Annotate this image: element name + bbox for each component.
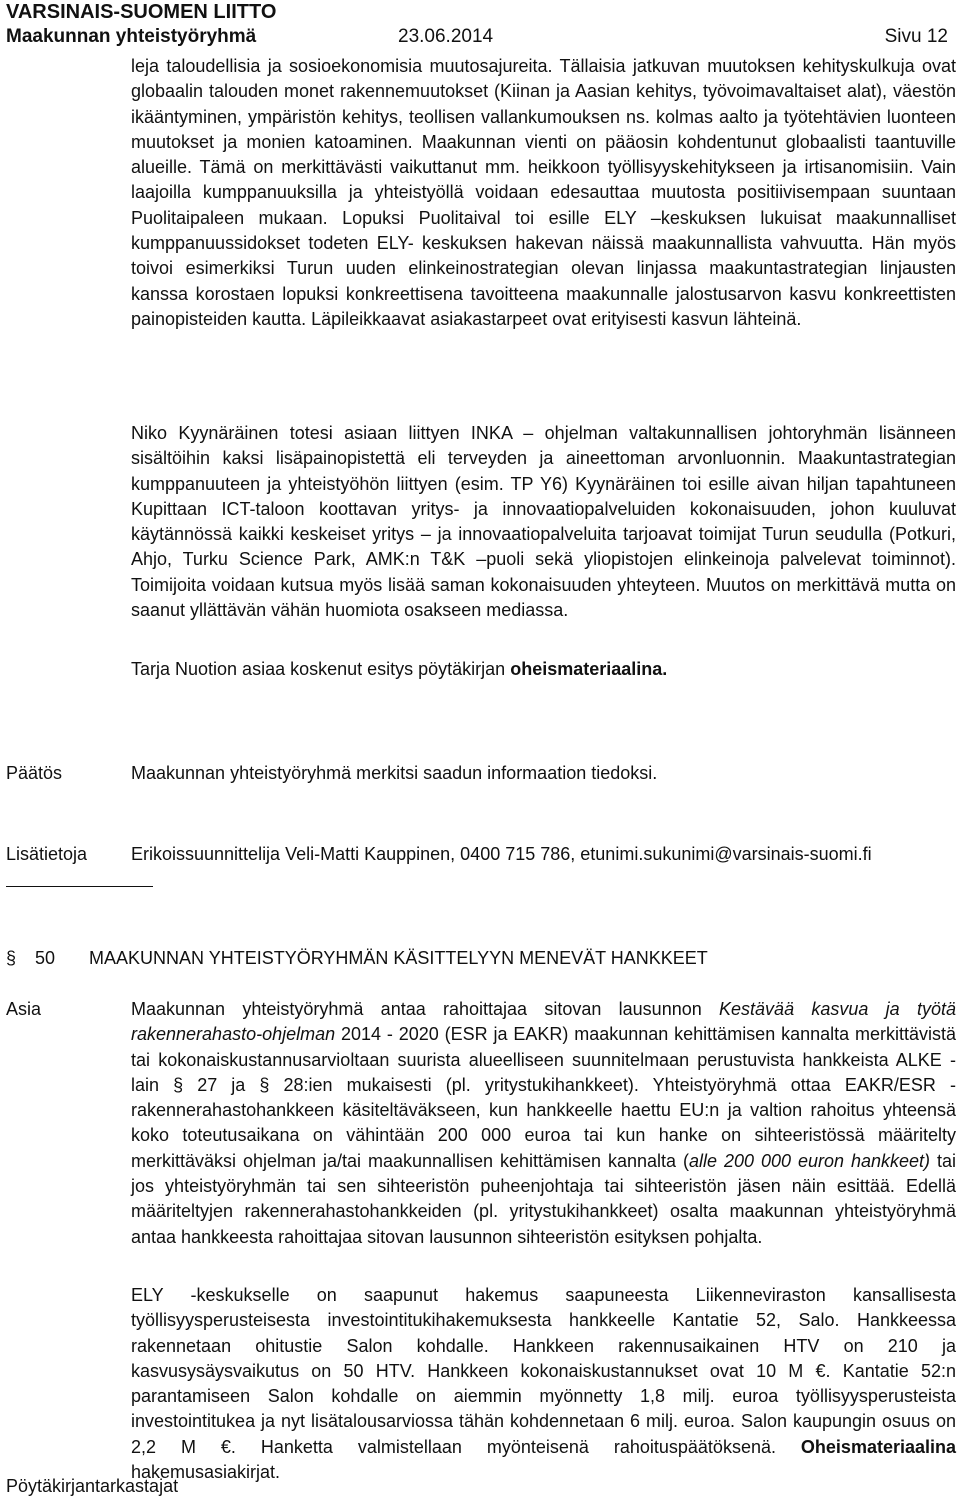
oheismateriaali-bold: oheismateriaalina. xyxy=(510,659,668,679)
section-number: 50 xyxy=(35,948,56,968)
asia-program-name: Kestävää kasvua ja työtä rakennerahasto-ohjelman xyxy=(131,999,956,1045)
asia-text-1: Maakunnan yhteistyöryhmä antaa rahoittajaa sitovan lausunnon xyxy=(131,999,720,1019)
document-date: 23.06.2014 xyxy=(398,26,494,47)
ely-paragraph xyxy=(131,1283,956,1485)
info-text: Erikoissuunnittelija Veli-Matti Kauppinen, 0400 715 786, etunimi.sukunimi@varsinais-suomi.fi xyxy=(131,844,872,864)
page-number: Sivu 12 xyxy=(884,26,948,47)
paragraph-muutosajurit: leja taloudellisia ja sosioekonomisia muutosajureita. Tällaisia jatkuvan muutoksen kehityskulkuja ovat globaalin talouden monet rakennemuutokset (Kiinan ja Aasian kehitys, työvoimavaltaiset alat), väestön ikääntyminen, ympäristön kehitys, teollisen vallankumouksen ns. kolmas aalto ja työtehtävien luonteen muutokset ja monien katoaminen. Maakunnan vienti on pääosin kohdentunut globaalisti taantuville alueille. Tämä on merkittävästi vaikuttanut mm. heikkoon työllisyyskehitykseen ja irtisanomisiin. Vain laajoilla kumppanuuksilla ja yhteistyöllä voidaan edesauttaa muutosta positiivisempaan suuntaan Puolitaipaleen mukaan. Lopuksi Puolitaival toi esille ELY –keskuksen lukuisat maakunnalliset kumppanuussidokset todeten ELY- keskuksen hakevan näissä maakunnallista vahvuutta. Hän myös toivoi esimerkiksi Turun uuden elinkeinostrategian olevan linjassa maakuntastrategian linjausten kanssa korostaen lopuksi konkreettisena tavoitteena maakunnalle jalostusarvon kasvu konkreettisten painopisteiden kautta. Läpileikkaavat asiakastarpeet ovat erityisesti kasvun lähteinä. xyxy=(131,56,956,329)
oheismateriaali-text: Tarja Nuotion asiaa koskenut esitys pöytäkirjan xyxy=(131,659,511,679)
paragraph-oheismateriaali xyxy=(131,657,956,682)
committee-name: Maakunnan yhteistyöryhmä xyxy=(6,26,257,47)
asia-text-2: 2014 - 2020 (ESR ja EAKR) maakunnan kehittämisen kannalta merkittävistä tai kokonaiskustannusarvioltaan suurista alueelliseen suunnitelmaan perustuvista hankkeista ALKE -lain § 27 ja § 28:ien mukaisesti (pl. yritystukihankkeet). Yhteistyöryhmä ottaa EAKR/ESR -rakennerahastohankkeen käsiteltäväkseen, kun hankkeelle haettu EU:n ja valtion rahoitus yhteensä koko toteutusaikana on vähintään 200 000 euroa tai kun hanke on sihteeristössä määritelty merkittäväksi ohjelman ja/tai maakunnallisen kehittämisen kannalta ( xyxy=(131,1024,956,1171)
asia-paragraph xyxy=(131,997,956,1250)
section-symbol: § xyxy=(6,948,17,968)
footer-label: Pöytäkirjantarkastajat xyxy=(6,1476,179,1496)
page-header xyxy=(6,0,956,50)
decision-text: Maakunnan yhteistyöryhmä merkitsi saadun informaation tiedoksi. xyxy=(131,763,658,783)
separator-line xyxy=(6,886,153,887)
organization-name: VARSINAIS-SUOMEN LIITTO xyxy=(6,1,277,23)
ely-text-2: hakemusasiakirjat. xyxy=(131,1462,281,1483)
header-row xyxy=(6,24,956,50)
decision-label: Päätös xyxy=(6,763,63,783)
section-title: MAAKUNNAN YHTEISTYÖRYHMÄN KÄSITTELYYN MENEVÄT HANKKEET xyxy=(89,948,708,968)
ely-text-1: ELY -keskukselle on saapunut hakemus saapuneesta Liikenneviraston kansallisesta työllisyysperusteisesta investointitukihakemuksesta hankkeelle Kantatie 52, Salo. Hankkeessa rakennetaan ohitustie Salon kohdalle. Hankkeen rakennusaikainen HTV on 210 ja kasvusysäysvaikutus on 50 HTV. Hankkeen kokonaiskustannukset ovat 10 M €. Kantatie 52:n parantamiseen Salon kohdalle on aiemmin myönnetty 1,8 milj. euroa työllisyysperusteista investointitukea ja nyt lisätalousarviossa tähän kohdennetaan 6 milj. euroa. Salon kaupungin osuus on 2,2 M €. Hanketta valmistellaan myönteisenä rahoituspäätöksenä. xyxy=(131,1285,956,1457)
asia-label: Asia xyxy=(6,999,42,1019)
info-label: Lisätietoja xyxy=(6,844,88,864)
asia-threshold-note: alle 200 000 euron hankkeet) xyxy=(689,1150,931,1171)
paragraph-kyynarainen: Niko Kyynäräinen totesi asiaan liittyen INKA – ohjelman valtakunnallisen johtoryhmän lisänneen sisältöihin kaksi lisäpainopistettä eli terveyden ja aineettoman arvonluonnin. Maakuntastrategian kumppanuuteen ja yhteistyöhön liittyen (esim. TP Y6) Kyynäräinen toi esille aivan hiljan tapahtuneen Kupittaan ICT-taloon koottavan yritys- ja innovaatiopalveluiden kokonaisuuden, johon kuuluvat käytännössä kaikki keskeiset yritys – ja innovaatiopalveluita tarjoavat toimijat Turun seudulla (Potkuri, Ahjo, Turku Science Park, AMK:n T&K –puoli sekä yliopistojen elinkeinoja palvelevat toiminnot). Toimijoita voidaan kutsua myös lisää saman kokonaisuuden yhteyteen. Muutos on merkittävä mutta on saanut yllättävän vähän huomiota osakseen mediassa. xyxy=(131,423,956,621)
ely-bold: Oheismateriaalina xyxy=(800,1436,956,1457)
asia-text-3: tai jos yhteistyöryhmän tai sen sihteeristön puheenjohtaja tai sihteeristön jäsen näin esittää. Edellä määriteltyjen rakennerahastohankkeiden (pl. yritystukihankkeet) osalta maakunnan yhteistyöryhmä antaa hankkeesta rahoittajaa sitovan lausunnon sihteeristön esityksen pohjalta. xyxy=(131,1150,956,1247)
